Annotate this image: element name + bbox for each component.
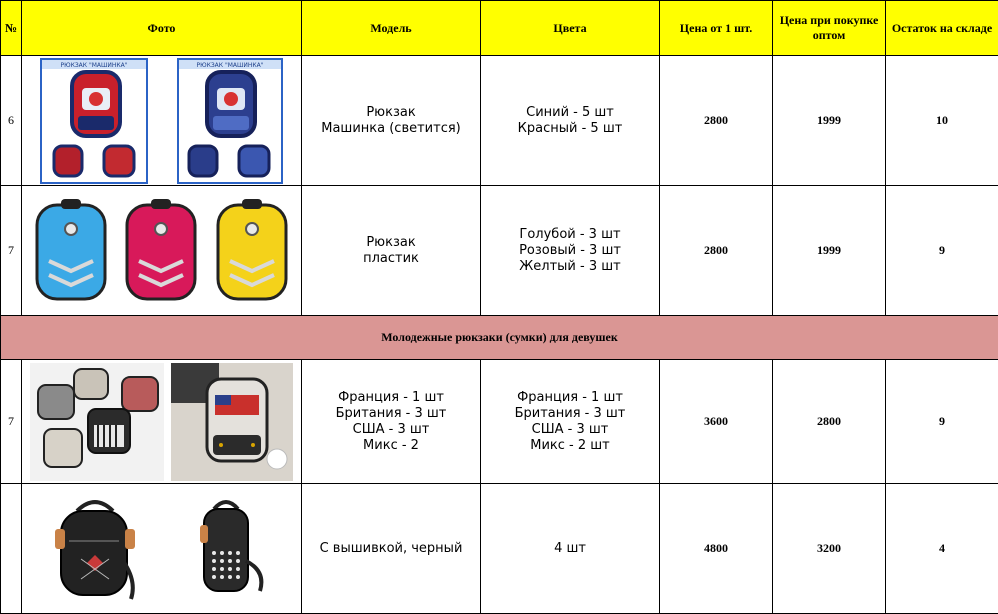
row-price-single: 3600 (660, 360, 773, 484)
row-model: Рюкзак Машинка (светится) (302, 56, 481, 186)
row-price-single: 2800 (660, 186, 773, 316)
header-model: Модель (302, 1, 481, 56)
car-backpack-red-image (40, 58, 148, 184)
row-num: 7 (1, 360, 22, 484)
header-stock: Остаток на складе (886, 1, 998, 56)
table-row (1, 360, 998, 484)
plastic-backpack-pink-image (121, 199, 201, 303)
header-num: № (1, 1, 22, 56)
row-price-wholesale: 3200 (773, 484, 886, 614)
header-row (1, 1, 998, 56)
photo-caption: РЮКЗАК "МАШИНКА" (61, 62, 128, 69)
row-stock: 9 (886, 360, 998, 484)
plastic-backpack-yellow-image (212, 199, 292, 303)
row-stock: 10 (886, 56, 998, 186)
row-price-single: 4800 (660, 484, 773, 614)
row-colors: 4 шт (481, 484, 660, 614)
row-price-single: 2800 (660, 56, 773, 186)
plastic-backpack-blue-image (31, 199, 111, 303)
row-stock: 9 (886, 186, 998, 316)
row-stock: 4 (886, 484, 998, 614)
black-embroidered-backpack-front-image (47, 491, 143, 607)
section-row (1, 316, 998, 360)
row-num: 6 (1, 56, 22, 186)
row-photo (22, 484, 302, 614)
photo-caption: РЮКЗАК "МАШИНКА" (196, 62, 263, 69)
row-photo (22, 186, 302, 316)
row-price-wholesale: 2800 (773, 360, 886, 484)
section-title: Молодежные рюкзаки (сумки) для девушек (1, 316, 998, 360)
row-price-wholesale: 1999 (773, 56, 886, 186)
printed-backpack-flag-image (171, 363, 293, 481)
row-num (1, 484, 22, 614)
header-colors: Цвета (481, 1, 660, 56)
table-row (1, 186, 998, 316)
table-row (1, 56, 998, 186)
row-photo (22, 360, 302, 484)
row-model: Рюкзак пластик (302, 186, 481, 316)
black-embroidered-backpack-side-image (186, 491, 276, 607)
header-price-single: Цена от 1 шт. (660, 1, 773, 56)
header-price-wholesale: Цена при покупке оптом (773, 1, 886, 56)
row-model: С вышивкой, черный (302, 484, 481, 614)
row-colors: Голубой - 3 шт Розовый - 3 шт Желтый - 3 шт (481, 186, 660, 316)
row-price-wholesale: 1999 (773, 186, 886, 316)
row-photo (22, 56, 302, 186)
car-backpack-blue-image (177, 58, 283, 184)
header-photo: Фото (22, 1, 302, 56)
row-colors: Франция - 1 шт Британия - 3 шт США - 3 шт Микс - 2 шт (481, 360, 660, 484)
table-row (1, 484, 998, 614)
row-model: Франция - 1 шт Британия - 3 шт США - 3 шт Микс - 2 (302, 360, 481, 484)
row-num: 7 (1, 186, 22, 316)
printed-backpacks-group-image (30, 363, 164, 481)
row-colors: Синий - 5 шт Красный - 5 шт (481, 56, 660, 186)
